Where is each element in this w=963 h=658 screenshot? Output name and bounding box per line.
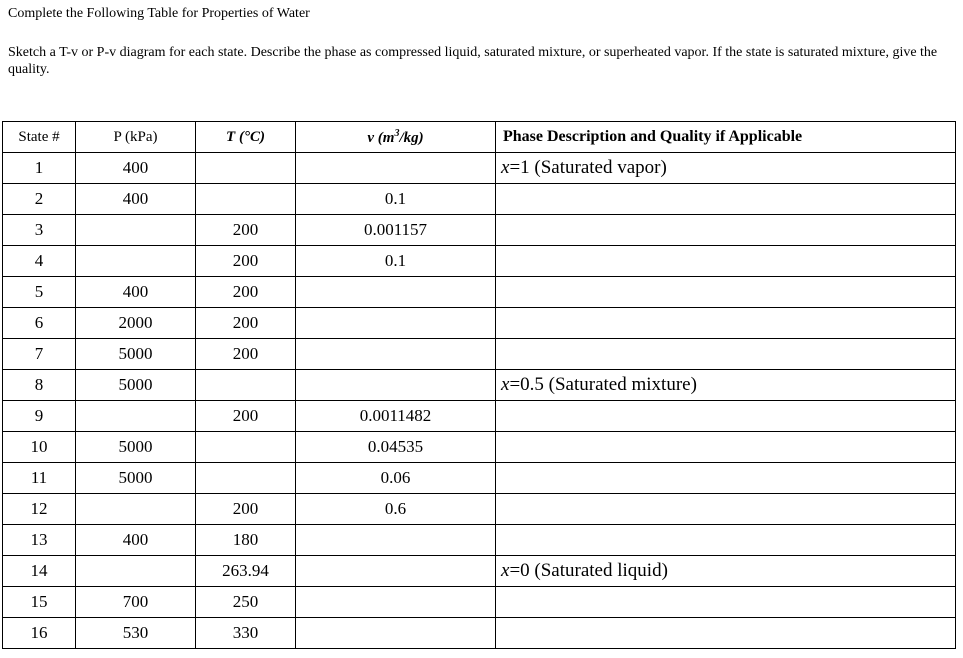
temperature-cell[interactable]: 180 — [196, 525, 296, 556]
specific-volume-cell[interactable] — [296, 556, 496, 587]
state-cell[interactable]: 11 — [3, 463, 76, 494]
table-row — [3, 277, 956, 308]
pressure-cell[interactable]: 5000 — [76, 339, 196, 370]
temperature-cell[interactable]: 250 — [196, 587, 296, 618]
table-row — [3, 618, 956, 649]
phase-description-cell[interactable] — [496, 339, 956, 370]
header-state: State # — [3, 122, 76, 153]
temperature-cell[interactable] — [196, 184, 296, 215]
state-cell[interactable]: 4 — [3, 246, 76, 277]
specific-volume-cell[interactable] — [296, 277, 496, 308]
specific-volume-cell[interactable] — [296, 370, 496, 401]
pressure-cell[interactable]: 400 — [76, 277, 196, 308]
phase-description-cell[interactable] — [496, 587, 956, 618]
table-row — [3, 463, 956, 494]
state-cell[interactable]: 3 — [3, 215, 76, 246]
quality-variable: x — [501, 560, 510, 581]
state-cell[interactable]: 15 — [3, 587, 76, 618]
state-cell[interactable]: 14 — [3, 556, 76, 587]
specific-volume-cell[interactable] — [296, 587, 496, 618]
specific-volume-cell[interactable]: 0.0011482 — [296, 401, 496, 432]
document-title: Complete the Following Table for Properties of Water — [8, 6, 310, 21]
phase-description-cell[interactable] — [496, 370, 956, 401]
table-row — [3, 153, 956, 184]
quality-variable: x — [501, 374, 510, 395]
quality-variable: x — [501, 157, 510, 178]
phase-description-cell[interactable] — [496, 556, 956, 587]
temperature-cell[interactable] — [196, 432, 296, 463]
pressure-cell[interactable] — [76, 215, 196, 246]
phase-text: =1 (Saturated vapor) — [509, 157, 667, 178]
temperature-cell[interactable]: 200 — [196, 308, 296, 339]
phase-description-cell[interactable] — [496, 401, 956, 432]
pressure-cell[interactable]: 5000 — [76, 432, 196, 463]
specific-volume-cell[interactable]: 0.04535 — [296, 432, 496, 463]
header-temperature: T (°C) — [196, 122, 296, 153]
table-row — [3, 308, 956, 339]
temperature-cell[interactable]: 200 — [196, 215, 296, 246]
pressure-cell[interactable]: 400 — [76, 153, 196, 184]
temperature-cell[interactable]: 200 — [196, 494, 296, 525]
table-header-row — [3, 122, 956, 153]
specific-volume-cell[interactable]: 0.1 — [296, 184, 496, 215]
temperature-cell[interactable]: 263.94 — [196, 556, 296, 587]
specific-volume-cell[interactable] — [296, 153, 496, 184]
table-row — [3, 556, 956, 587]
state-cell[interactable]: 8 — [3, 370, 76, 401]
pressure-cell[interactable]: 400 — [76, 525, 196, 556]
state-cell[interactable]: 12 — [3, 494, 76, 525]
temperature-cell[interactable]: 200 — [196, 339, 296, 370]
phase-description-cell[interactable] — [496, 277, 956, 308]
table-row — [3, 401, 956, 432]
state-cell[interactable]: 6 — [3, 308, 76, 339]
specific-volume-cell[interactable]: 0.06 — [296, 463, 496, 494]
temperature-cell[interactable]: 200 — [196, 277, 296, 308]
specific-volume-cell[interactable]: 0.001157 — [296, 215, 496, 246]
state-cell[interactable]: 16 — [3, 618, 76, 649]
pressure-cell[interactable]: 400 — [76, 184, 196, 215]
pressure-cell[interactable] — [76, 401, 196, 432]
header-phase-description: Phase Description and Quality if Applicable — [496, 122, 956, 153]
table-row — [3, 184, 956, 215]
state-cell[interactable]: 13 — [3, 525, 76, 556]
state-cell[interactable]: 1 — [3, 153, 76, 184]
table-row — [3, 215, 956, 246]
phase-text: =0.5 (Saturated mixture) — [509, 374, 697, 395]
state-cell[interactable]: 5 — [3, 277, 76, 308]
temperature-cell[interactable]: 200 — [196, 246, 296, 277]
header-volume-prefix: v (m — [367, 129, 395, 146]
specific-volume-cell[interactable] — [296, 618, 496, 649]
table-row — [3, 494, 956, 525]
pressure-cell[interactable]: 5000 — [76, 463, 196, 494]
specific-volume-cell[interactable]: 0.6 — [296, 494, 496, 525]
phase-description-cell[interactable] — [496, 184, 956, 215]
pressure-cell[interactable]: 5000 — [76, 370, 196, 401]
state-cell[interactable]: 2 — [3, 184, 76, 215]
header-volume-suffix: /kg) — [399, 129, 424, 146]
temperature-cell[interactable] — [196, 463, 296, 494]
table-body — [3, 153, 956, 649]
phase-description-cell[interactable] — [496, 246, 956, 277]
phase-description-cell[interactable] — [496, 153, 956, 184]
table-row — [3, 370, 956, 401]
specific-volume-cell[interactable] — [296, 339, 496, 370]
pressure-cell[interactable] — [76, 494, 196, 525]
temperature-cell[interactable] — [196, 370, 296, 401]
phase-description-cell[interactable] — [496, 463, 956, 494]
specific-volume-cell[interactable] — [296, 308, 496, 339]
state-cell[interactable]: 10 — [3, 432, 76, 463]
phase-text: =0 (Saturated liquid) — [509, 560, 668, 581]
instructions-text: Sketch a T-v or P-v diagram for each state. Describe the phase as compressed liquid, saturated mixture, or superheated vapor. If the state is saturated mixture, give the quality. — [8, 45, 938, 77]
phase-description-cell[interactable] — [496, 618, 956, 649]
table-row — [3, 432, 956, 463]
phase-description-cell[interactable] — [496, 494, 956, 525]
specific-volume-cell[interactable] — [296, 525, 496, 556]
table-row — [3, 339, 956, 370]
pressure-cell[interactable] — [76, 556, 196, 587]
header-volume-exponent: 3 — [394, 127, 400, 139]
phase-description-cell[interactable] — [496, 432, 956, 463]
temperature-cell[interactable] — [196, 153, 296, 184]
water-properties-table — [2, 121, 956, 649]
pressure-cell[interactable]: 530 — [76, 618, 196, 649]
table-row — [3, 246, 956, 277]
table-row — [3, 587, 956, 618]
pressure-cell[interactable] — [76, 246, 196, 277]
temperature-cell[interactable]: 330 — [196, 618, 296, 649]
pressure-cell[interactable]: 700 — [76, 587, 196, 618]
pressure-cell[interactable]: 2000 — [76, 308, 196, 339]
table-row — [3, 525, 956, 556]
state-cell[interactable]: 7 — [3, 339, 76, 370]
state-cell[interactable]: 9 — [3, 401, 76, 432]
temperature-cell[interactable]: 200 — [196, 401, 296, 432]
phase-description-cell[interactable] — [496, 308, 956, 339]
phase-description-cell[interactable] — [496, 215, 956, 246]
header-specific-volume — [296, 122, 496, 153]
phase-description-cell[interactable] — [496, 525, 956, 556]
specific-volume-cell[interactable]: 0.1 — [296, 246, 496, 277]
header-pressure: P (kPa) — [76, 122, 196, 153]
